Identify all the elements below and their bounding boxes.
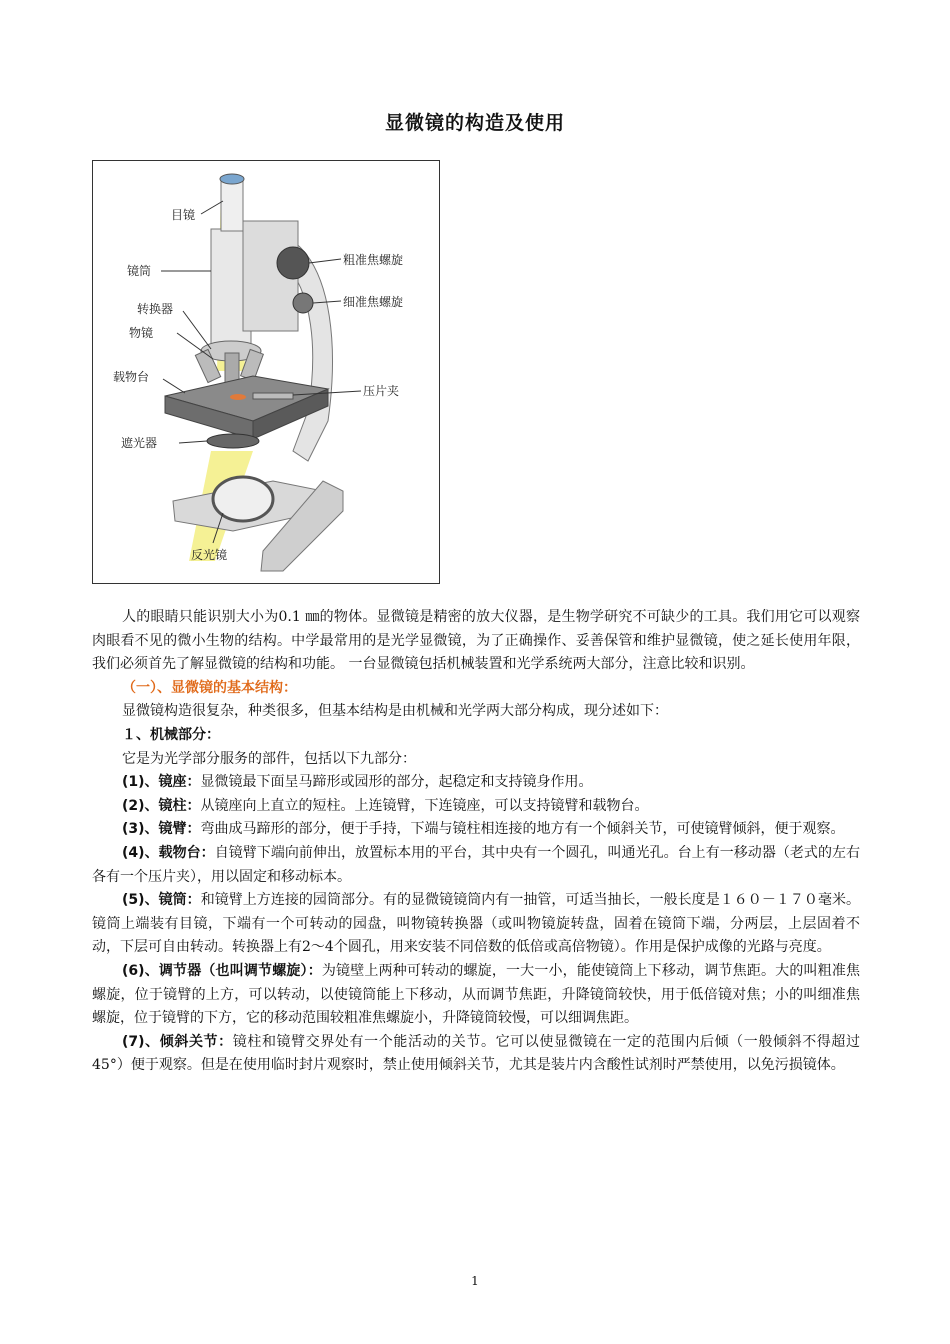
label-stage: 载物台 — [113, 370, 150, 384]
label-fine-knob: 细准焦螺旋 — [343, 295, 404, 309]
label-objective: 物镜 — [129, 326, 154, 340]
item-4-body: 自镜臂下端向前伸出，放置标本用的平台，其中央有一个圆孔，叫通光孔。台上有一移动器（老式的左右各有一个压片夹），用以固定和移动标本。 — [92, 844, 860, 885]
item-1-head: (1)、镜座： — [122, 774, 201, 791]
label-eyepiece: 目镜 — [171, 208, 196, 222]
item-5-head: (5)、镜筒： — [122, 892, 201, 909]
item-5 — [92, 889, 860, 960]
label-coarse-knob: 粗准焦螺旋 — [343, 253, 404, 267]
item-2 — [92, 795, 860, 819]
mech-intro: 它是为光学部分服务的部件，包括以下九部分： — [122, 750, 416, 767]
item-2-head: (2)、镜柱： — [122, 797, 201, 814]
mech-title — [92, 724, 860, 748]
item-4-head: (4)、载物台： — [122, 844, 215, 861]
basic-paragraph: 显微镜构造很复杂，种类很多，但基本结构是由机械和光学两大部分构成，现分述如下： — [122, 703, 668, 720]
label-mirror: 反光镜 — [191, 548, 228, 562]
item-4 — [92, 842, 860, 889]
item-7-body: 镜柱和镜臂交界处有一个能活动的关节。它可以使显微镜在一定的范围内后倾（一般倾斜不得超过45°）便于观察。但是在使用临时封片观察时，禁止使用倾斜关节，尤其是装片内含酸性试剂时严禁使用，以免污损镜体。 — [92, 1033, 860, 1074]
label-converter: 转换器 — [137, 302, 174, 316]
item-7 — [92, 1031, 860, 1078]
intro-paragraph: 人的眼睛只能识别大小为0.1 ㎜的物体。显微镜是精密的放大仪器，是生物学研究不可缺少的工具。我们用它可以观察肉眼看不见的微小生物的结构。中学最常用的是光学显微镜，为了正确操作、妥善保管和维护显微镜，使之延长使用年限，我们必须首先了解显微镜的结构和功能。 一台显微镜包括机械装置和光学系统两大部分，注意比较和识别。 — [92, 609, 860, 673]
item-5-body: 和镜臂上方连接的园筒部分。有的显微镜镜筒内有一抽管，可适当抽长，一般长度是１６０－１７０毫米。镜筒上端装有目镜，下端有一个可转动的园盘，叫物镜转换器（或叫物镜旋转盘，固着在镜筒下端，分两层，上层固着不动，下层可自由转动。转换器上有2～4个圆孔，用来安装不同倍数的低倍或高倍物镜）。作用是保护成像的光路与亮度。 — [92, 892, 860, 956]
page-title: 显微镜的构造及使用 — [384, 112, 565, 134]
item-1 — [92, 771, 860, 795]
item-2-body: 从镜座向上直立的短柱。上连镜臂，下连镜座，可以支持镜臂和载物台。 — [200, 797, 649, 814]
label-clip: 压片夹 — [363, 384, 400, 398]
item-3 — [92, 818, 860, 842]
section-heading-text: （一）、显微镜的基本结构： — [122, 679, 297, 696]
item-6-body: 为镜壁上两种可转动的螺旋，一大一小，能使镜筒上下移动，调节焦距。大的叫粗准焦螺旋，位于镜臂的上方，可以转动，以使镜筒能上下移动，从而调节焦距，升降镜筒较快，用于低倍镜对焦；小的叫细准焦螺旋，位于镜臂的下方，它的移动范围较粗准焦螺旋小，升降镜筒较慢，可以细调焦距。 — [92, 962, 860, 1027]
page-number: 1 — [471, 1274, 479, 1288]
item-6 — [92, 960, 860, 1031]
label-tube: 镜筒 — [127, 264, 152, 278]
microscope-figure — [92, 160, 440, 584]
label-shade: 遮光器 — [121, 436, 158, 450]
item-6-head: (6)、调节器（也叫调节螺旋）： — [122, 962, 322, 979]
mech-title-text: １、机械部分： — [122, 726, 220, 743]
body-text — [92, 606, 860, 1078]
item-7-head: (7)、倾斜关节： — [122, 1033, 233, 1050]
item-3-head: (3)、镜臂： — [122, 821, 201, 838]
section-heading — [92, 677, 860, 701]
item-1-body: 显微镜最下面呈马蹄形或园形的部分，起稳定和支持镜身作用。 — [200, 774, 593, 791]
item-3-body: 弯曲成马蹄形的部分，便于手持，下端与镜柱相连接的地方有一个倾斜关节，可使镜臂倾斜，便于观察。 — [200, 821, 845, 838]
microscope-illustration — [93, 161, 439, 583]
